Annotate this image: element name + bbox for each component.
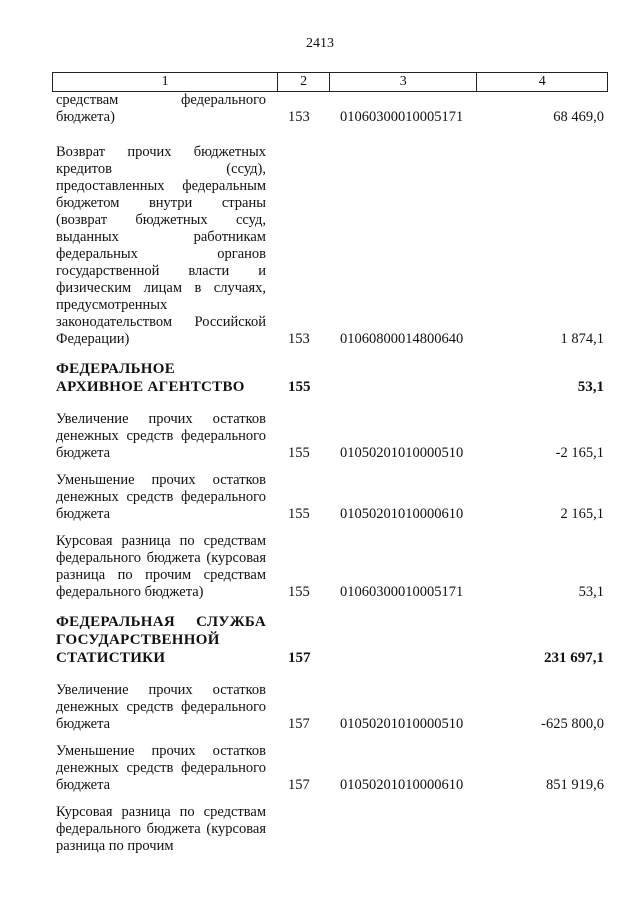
row-kbk: 01050201010000510: [340, 716, 464, 732]
table-row: [56, 682, 608, 733]
row-kbk: 01060300010005171: [340, 109, 464, 125]
agency-title: ФЕДЕРАЛЬНАЯ СЛУЖБА ГОСУДАРСТВЕННОЙ СТАТИСТИКИ: [56, 614, 266, 666]
row-code: 157: [288, 716, 310, 732]
row-kbk: 01050201010000610: [340, 777, 464, 793]
row-amount: 53,1: [577, 379, 604, 395]
row-amount: -625 800,0: [541, 716, 604, 732]
row-amount: -2 165,1: [555, 445, 604, 461]
row-kbk: 01060300010005171: [340, 584, 464, 600]
header-col-2: 2: [278, 73, 330, 91]
row-amount: 2 165,1: [560, 506, 604, 522]
row-description: Увеличение прочих остатков денежных средств федерального бюджета: [56, 682, 266, 732]
table-row: [56, 743, 608, 794]
row-code: 157: [288, 650, 311, 666]
row-description: Курсовая разница по средствам федерального бюджета (курсовая разница по прочим: [56, 804, 266, 854]
row-description: Возврат прочих бюджетных кредитов (ссуд), предоставленных федеральным бюджетом внутри страны (возврат бюджетных ссуд, выданных работникам федеральных органов государственной власти и физическим лицам в случаях, предусмотренных законодательством Российской Федерации): [56, 144, 266, 347]
table-row: [56, 533, 608, 601]
row-amount: 53,1: [578, 584, 604, 600]
row-description: Уменьшение прочих остатков денежных средств федерального бюджета: [56, 743, 266, 793]
row-amount: 231 697,1: [544, 650, 604, 666]
row-kbk: 01060800014800640: [340, 331, 464, 347]
header-col-4: 4: [538, 74, 546, 89]
row-description: Курсовая разница по средствам федерального бюджета (курсовая разница по прочим средствам федерального бюджета): [56, 533, 266, 600]
table-row: [56, 472, 608, 523]
header-col-1: 1: [53, 73, 278, 91]
agency-title: ФЕДЕРАЛЬНОЕ АРХИВНОЕ АГЕНТСТВО: [56, 361, 245, 395]
table-row: [56, 144, 608, 348]
row-description: Увеличение прочих остатков денежных средств федерального бюджета: [56, 411, 266, 461]
table-header: [52, 72, 608, 92]
row-kbk: 01050201010000510: [340, 445, 464, 461]
table-row-agency: [56, 360, 608, 396]
table-row: [56, 92, 608, 126]
row-code: 155: [288, 584, 310, 600]
row-code: 153: [288, 331, 310, 347]
table-row-agency: [56, 613, 608, 667]
page-number: 2413: [306, 36, 334, 51]
row-description: Уменьшение прочих остатков денежных средств федерального бюджета: [56, 472, 266, 522]
row-amount: 68 469,0: [553, 109, 604, 125]
table-row: [56, 804, 608, 855]
row-description: средствам федерального бюджета): [56, 92, 266, 125]
header-col-3: 3: [330, 73, 477, 91]
row-code: 155: [288, 506, 310, 522]
row-amount: 851 919,6: [546, 777, 604, 793]
row-code: 155: [288, 445, 310, 461]
row-code: 157: [288, 777, 310, 793]
table-row: [56, 411, 608, 462]
row-code: 155: [288, 379, 311, 395]
table-body: [56, 92, 608, 855]
row-amount: 1 874,1: [560, 331, 604, 347]
row-code: 153: [288, 109, 310, 125]
row-kbk: 01050201010000610: [340, 506, 464, 522]
